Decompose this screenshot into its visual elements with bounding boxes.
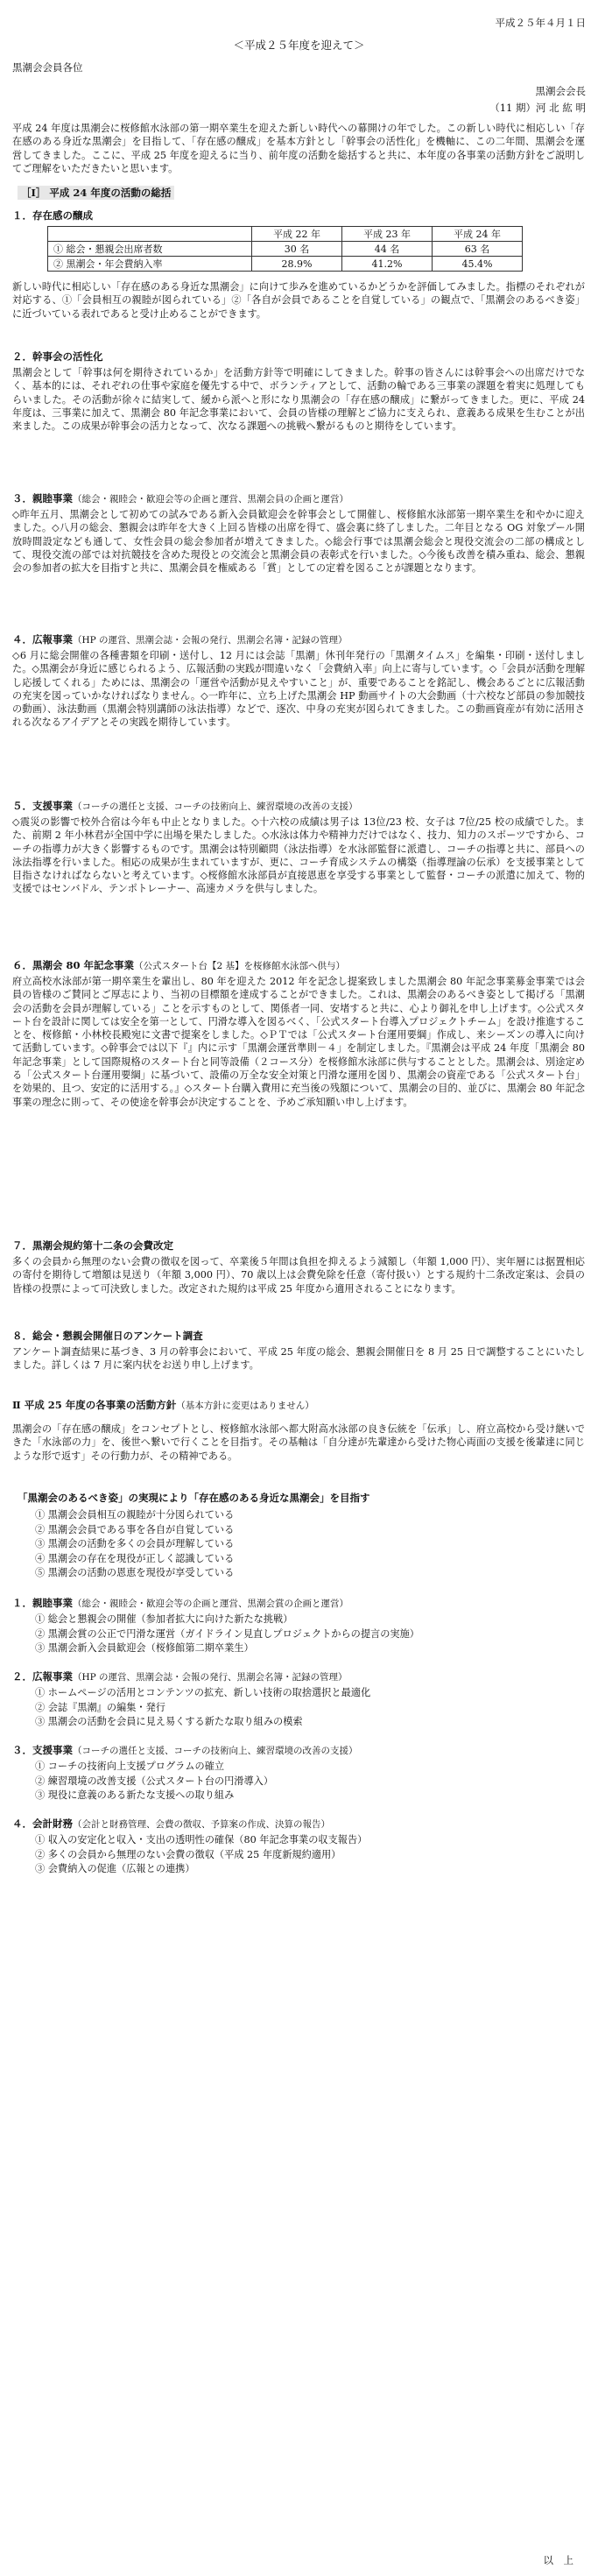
stats-header-row bbox=[48, 227, 523, 242]
cell: 45.4% bbox=[433, 257, 523, 272]
s8-heading: ８．総会・懇親会開催日のアンケート調査 bbox=[12, 1330, 203, 1342]
list-item: ② 黒潮会賞の公正で円滑な運営（ガイドライン見直しプロジェクトからの提言の実施） bbox=[35, 1627, 419, 1640]
s7-heading: ７．黒潮会規約第十二条の会費改定 bbox=[12, 1239, 173, 1252]
sender-name: （11 期）河 北 紘 明 bbox=[489, 102, 586, 114]
cell: 44 名 bbox=[342, 242, 433, 257]
part2-intro: 黒潮会の「存在感の醸成」をコンセプトとし、桜修館水泳部へ都大附高水泳部の良き伝統を「伝承」し、府立高校から受け継いできた「水泳部の力」を、後世へ繋いで行くことを目指す。その基軸は「自分達が先輩達から受けた物心両面の支援を後輩達に同じような形で返す」その行動力が、その精神である。 bbox=[12, 1423, 585, 1462]
p3-heading bbox=[12, 1743, 358, 1757]
s5-body: ◇震災の影響で校外合宿は今年も中止となりました。◇十六校の成績は男子は 13位/23 校、女子は 7位/25 校の成績でした。また、前期 2 年小林君が全国中学に出場を果たしました。◇水泳は体力や精神力だけではなく、技力、知力のスポーツですから、コーチの指導力が大きく影響するものです。黒潮会は特別顧問（泳法指導）を水泳部監督に派遣し、コーチの指導と共に、部員への泳法指導を行いました。相応の成果が生まれていますが、更に、コーチ育成システムの構築（指導理論の伝承）を支援事業として目指さなければならないと考えています。◇桜修館水泳部員が直接恩恵を享受する事業として監督・コーチの派遣に加えて、物的支援ではセンバドル、テンポトレーナー、高速カメラを供与しました。 bbox=[12, 816, 585, 895]
list-item: ② 黒潮会会員である事を各自が自覚している bbox=[35, 1523, 235, 1535]
stats-col-0: 平成 22 年 bbox=[252, 227, 342, 242]
p2-title: ２．広報事業 bbox=[12, 1670, 73, 1683]
s7-body: 多くの会員から無理のない会費の徴収を図って、卒業後５年間は負担を抑えるよう減額し（年額 1,000 円）、実年層には据置相応の寄付を期待して増額は見送り（年額 3,000 円）、70 歳以上は会費免除を任意（寄付扱い）とする規約十二条改定案は、会員の皆様の投票によって可決致しました。改定された規約は平成 25 年度から適用されることになります。 bbox=[12, 1256, 585, 1295]
p2-note: （HP の運営、黒潮会誌・会報の発行、黒潮会名簿・記録の管理） bbox=[73, 1672, 348, 1683]
cell: 30 名 bbox=[252, 242, 342, 257]
p1-heading bbox=[12, 1596, 348, 1610]
list-item: ① コーチの技術向上支援プログラムの確立 bbox=[35, 1761, 225, 1772]
p3-title: ３．支援事業 bbox=[12, 1744, 73, 1756]
list-item: ② 会誌『黒潮』の編集・発行 bbox=[35, 1701, 165, 1713]
p1-note: （総会・親睦会・歓迎会等の企画と運営、黒潮会賞の企画と運営） bbox=[73, 1599, 348, 1609]
part1-heading bbox=[18, 186, 174, 200]
recipient: 黒潮会会員各位 bbox=[12, 61, 83, 74]
stats-col-2: 平成 24 年 bbox=[433, 227, 523, 242]
s4-note: （HP の運営、黒潮会誌・会報の発行、黒潮会名簿・記録の管理） bbox=[73, 635, 348, 646]
list-item: ③ 黒潮会の活動を多くの会員が理解している bbox=[35, 1538, 235, 1549]
list-item: ② 多くの会員から無理のない会費の徴収（平成 25 年度新規約適用） bbox=[35, 1848, 341, 1860]
s1-heading: １．存在感の醸成 bbox=[12, 209, 93, 222]
date: 平成２５年４月１日 bbox=[495, 17, 586, 29]
cell: 41.2% bbox=[342, 257, 433, 272]
list-item: ① 黒潮会会員相互の親睦が十分図られている bbox=[35, 1509, 235, 1521]
list-item: ③ 黒潮会の活動を会員に見え易くする新たな取り組みの模索 bbox=[35, 1716, 303, 1727]
list-item: ⑤ 黒潮会の活動の恩恵を現役が享受している bbox=[35, 1567, 235, 1578]
cell: 28.9% bbox=[252, 257, 342, 272]
s6-title: ６．黒潮会 80 年記念事業 bbox=[12, 959, 135, 971]
list-item: ① ホームページの活用とコンテンツの拡充、新しい技術の取捨選択と最適化 bbox=[35, 1687, 371, 1698]
goal-list bbox=[30, 1508, 234, 1581]
p1-title: １．親睦事業 bbox=[12, 1597, 73, 1609]
s6-note: （公式スタート台【2 基】を桜修館水泳部へ供与） bbox=[134, 961, 346, 971]
list-item: ③ 黒潮会新入会員歓迎会（桜修館第二期卒業生） bbox=[35, 1642, 254, 1654]
s4-title: ４．広報事業 bbox=[12, 633, 73, 646]
table-row bbox=[48, 257, 523, 272]
list-item: ④ 黒潮会の存在を現役が正しく認識している bbox=[35, 1552, 235, 1564]
list-item: ① 総会と懇親会の開催（参加者拡大に向けた新たな挑戦） bbox=[35, 1613, 293, 1625]
sender-block bbox=[489, 83, 586, 116]
s3-heading bbox=[12, 491, 348, 505]
list-item: ① 収入の安定化と収入・支出の透明性の確保（80 年記念事業の収支報告） bbox=[35, 1834, 368, 1846]
stats-table bbox=[47, 226, 523, 272]
cell: 63 名 bbox=[433, 242, 523, 257]
s1-body: 新しい時代に相応しい「存在感のある身近な黒潮会」に向けて歩みを進めているかどうかを評価してみました。指標のそれぞれが対応する、①「会員相互の親睦が図られている」②「各自が会員であることを自覚している」の観点で、「黒潮会のあるべき姿」に近づいている表れであると受け止めることができます。 bbox=[12, 281, 585, 320]
s3-note: （総会・親睦会・歓迎会等の企画と運営、黒潮会員の企画と運営） bbox=[73, 494, 348, 505]
part2-title: Ⅱ 平成 25 年度の各事業の活動方針 bbox=[12, 1399, 177, 1411]
closing: 以 上 bbox=[543, 2554, 573, 2566]
p1-list bbox=[30, 1613, 419, 1656]
p4-title: ４．会計財務 bbox=[12, 1817, 73, 1830]
s5-title: ５．支援事業 bbox=[12, 800, 73, 812]
row-label: ① 総会・懇親会出席者数 bbox=[48, 242, 252, 257]
s3-body: ◇昨年五月、黒潮会として初めての試みである新入会員歓迎会を幹事会として開催し、桜修館水泳部第一期卒業生を和やかに迎えました。◇八月の総会、懇親会は昨年を大きく上回る皆様の出席を得て、盛会裏に終了しました。二年目となる OG 対象プール開放時間設定なども通して、女性会員の総会参加者が増えてきました。◇総会行事では黒潮会総会と現役交流会の二部の構成として、現役交流の部では対抗競技を含めた現役との交流会と黒潮会員の表彰式を行いました。◇今後も改善を積み重ね、総会、懇親会の参加者の拡大を目指すと共に、黒潮会員を権威ある「賞」としての定着を図ることが課題となります。 bbox=[12, 509, 585, 575]
p3-list bbox=[30, 1760, 273, 1803]
s2-body: 黒潮会として「幹事は何を期待されているか」を活動方針等で明確にしてきました。幹事の皆さんには幹事会への出席だけでなく、基本的には、それぞれの仕事や家庭を優先する中で、ボランティアとして、活動の輪である三事業の課題を着実に処理してもらいました。その活動が徐々に結実して、緩から派へと形になり黒潮会の「存在感の醸成」に繋がってきました。更に、平成 24 年度は、三事業に加えて、黒潮会 80 年記念事業において、会員の皆様の理解とご協力に支えられ、意義ある成果を生むことが出来ました。この成果が幹事会の活力となって、次なる課題への挑戦へ繋がるものと期待をしています。 bbox=[12, 367, 585, 433]
part2-heading bbox=[12, 1398, 314, 1412]
part1-heading-text: ［Ⅰ］ 平成 24 年度の活動の総括 bbox=[18, 186, 174, 200]
s2-heading: ２．幹事会の活性化 bbox=[12, 350, 103, 363]
stats-col-1: 平成 23 年 bbox=[342, 227, 433, 242]
s3-title: ３．親睦事業 bbox=[12, 492, 73, 505]
row-label: ② 黒潮会・年会費納入率 bbox=[48, 257, 252, 272]
p4-heading bbox=[12, 1817, 330, 1831]
list-item: ③ 会費納入の促進（広報との連携） bbox=[35, 1863, 195, 1874]
p2-heading bbox=[12, 1669, 348, 1683]
s5-note: （コーチの選任と支援、コーチの技術向上、練習環境の改善の支援） bbox=[73, 801, 358, 812]
goal-heading: 「黒潮会のあるべき姿」の実現により「存在感のある身近な黒潮会」を目指す bbox=[18, 1492, 370, 1504]
s4-heading bbox=[12, 632, 348, 646]
part2-note: （基本方針に変更はありません） bbox=[176, 1401, 314, 1411]
p3-note: （コーチの選任と支援、コーチの技術向上、練習環境の改善の支援） bbox=[73, 1746, 358, 1756]
list-item: ③ 現役に意義のある新たな支援への取り組み bbox=[35, 1789, 235, 1801]
document-title: ＜平成２５年度を迎えて＞ bbox=[233, 39, 365, 52]
s6-heading bbox=[12, 958, 345, 972]
p4-note: （会計と財務管理、会費の徴収、予算案の作成、決算の報告） bbox=[73, 1819, 330, 1830]
s8-body: アンケート調査結果に基づき、3 月の幹事会において、平成 25 年度の総会、懇親会開催日を 8 月 25 日で調整することにいたしました。詳しくは 7 月に案内状をお送り申し上げます。 bbox=[12, 1346, 585, 1372]
p4-list bbox=[30, 1833, 367, 1877]
stats-corner bbox=[48, 227, 252, 242]
s4-body: ◇6 月に総会開催の各種書類を印刷・送付し、12 月には会誌「黒潮」休刊年発行の「黒潮タイムス」を編集・印刷・送付しました。◇黒潮会が身近に感じられるよう、広報活動の実践が間違いなく「会費納入率」向上に寄与しています。◇「会員が活動を理解し応援してくれる」ためには、黒潮会の「運営や活動が見えやすいこと」が、重要であることを銘記し、機会あるごとに広報活動の充実を図っていかなければなりません。◇一昨年に、立ち上げた黒潮会 HP 動画サイトの大会動画（十六校など部員の参加競技の動画）、泳法動画（黒潮会特別講師の泳法指導）などで、逐次、中身の充実が図られてきました。この動画資産が有効に活用される次なるアイデアとその実践を期待しています。 bbox=[12, 650, 586, 729]
p2-list bbox=[30, 1686, 370, 1730]
list-item: ② 練習環境の改善支援（公式スタート台の円滑導入） bbox=[35, 1775, 274, 1787]
sender-org: 黒潮会会長 bbox=[535, 85, 586, 97]
s6-body: 府立高校水泳部が第一期卒業生を輩出し、80 年を迎えた 2012 年を記念し提案致しました黒潮会 80 年記念事業募金事業では会員の皆様のご賛同とご厚志により、当初の目標額を達成することができました。これは、黒潮会のあるべき姿として掲げる「黒潮会の活動を会員が理解している」ことを示すものとして、関係者一同、安堵すると共に、心より御礼を申し上げます。◇公式スタート台を設計に関しては安全を第一として、円滑な導入を図るべく、「公式スタート台導入プロジェクトチーム」を設け推進することを、桜修館・小林校長殿宛に文書で提案をしました。◇ＰＴでは「公式スタート台運用要綱」作成し、来シーズンの導入に向けて活動しています。◇幹事会では以下『』内に示す「黒潮会運営準則－４」を制定しました。『黒潮会は平成 24 年度「黒潮会 80 年記念事業」として国際規格のスタート台と同等設備（２コース分）を桜修館水泳部に供与することとした。黒潮会は、別途定める「公式スタート台運用要綱」に基づいて、設備の万全な安全対策と円滑な運用を図り、黒潮会の資産である「公式スタート台」を効果的、且つ、安定的に活用する。』◇スタート台購入費用に充当後の残額について、黒潮会の目的、並びに、黒潮会 80 年記念事業の理念に則って、その使途を幹事会が決定することを、予めご承知願い申し上げます。 bbox=[12, 976, 585, 1108]
table-row bbox=[48, 242, 523, 257]
intro-paragraph: 平成 24 年度は黒潮会に桜修館水泳部の第一期卒業生を迎えた新しい時代への幕開けの年でした。この新しい時代に相応しい「存在感のある身近な黒潮会」を目指して、「存在感の醸成」を基本方針とし「幹事会の活性化」を機軸に、この二年間、黒潮会を運営してきました。ここに、平成 25 年度を迎えるに当り、前年度の活動を総括すると共に、本年度の各事業の活動方針をご説明してご理解をいただきたいと思います。 bbox=[12, 123, 585, 174]
s5-heading bbox=[12, 799, 358, 813]
